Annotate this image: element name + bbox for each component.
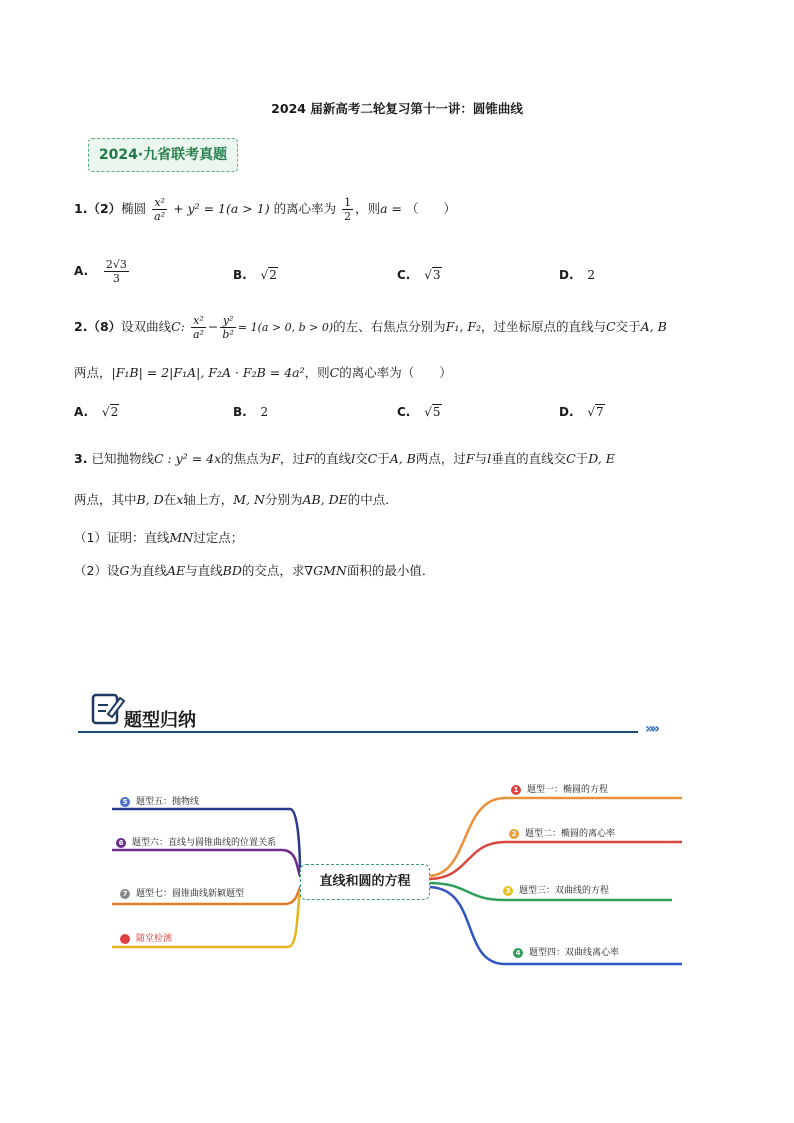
branch-line-2 xyxy=(428,842,682,879)
fraction xyxy=(104,258,129,285)
mindmap-node-1 xyxy=(511,782,608,795)
node-number: 5 xyxy=(120,797,130,807)
question-text: 椭圆 xyxy=(121,201,147,216)
section-icon xyxy=(90,690,126,728)
option-c xyxy=(397,405,442,419)
page-title: 2024 届新高考二轮复习第十一讲：圆锥曲线 xyxy=(271,101,523,116)
double-arrow-icon: »» xyxy=(645,721,658,737)
node-label: 题型六：直线与圆锥曲线的位置关系 xyxy=(132,838,277,848)
option-a xyxy=(74,405,119,419)
option-letter: C. xyxy=(397,405,411,419)
math-expression: F xyxy=(271,451,280,466)
question-text: 的交点，求 xyxy=(241,563,305,578)
node-label: 随堂检测 xyxy=(136,934,173,944)
mindmap-node-check xyxy=(120,931,172,944)
option-value: 2 xyxy=(587,268,595,282)
radicand: 2 xyxy=(269,268,277,282)
math-expression: + y² = 1(a > 1) xyxy=(173,201,270,216)
node-number: 3 xyxy=(503,886,513,896)
question-text: 与直线 xyxy=(185,563,223,578)
question-3-line-1 xyxy=(91,451,614,466)
question-number: 1. xyxy=(74,201,88,216)
math-variable: C xyxy=(606,319,616,334)
mindmap-node-2 xyxy=(509,826,615,839)
question-text: 垂直的直线交 xyxy=(491,451,567,466)
math-expression: |F₁B| = 2|F₁A|, F₂A · F₂B = 4a² xyxy=(111,365,305,380)
option-letter: A. xyxy=(74,405,89,419)
question-text: 在 xyxy=(163,492,177,507)
question-3-part-1 xyxy=(74,528,243,546)
question-text: 的左、右焦点分别为 xyxy=(333,319,446,334)
option-letter: C. xyxy=(397,268,411,282)
question-text: 两点，其中 xyxy=(74,492,137,507)
sqrt: √3 xyxy=(424,268,441,282)
question-2-line-2 xyxy=(74,363,452,381)
math-expression: G xyxy=(119,563,130,578)
fraction xyxy=(220,314,235,341)
node-label: 题型二：椭圆的离心率 xyxy=(525,829,616,839)
question-text: 两点，过 xyxy=(415,451,466,466)
sqrt: √2 xyxy=(101,405,119,419)
math-variable: C xyxy=(171,319,181,334)
node-number: 6 xyxy=(116,838,126,848)
option-d xyxy=(559,268,595,282)
math-expression: A, B xyxy=(640,319,667,334)
math-expression: F xyxy=(465,451,475,466)
question-text: 与 xyxy=(474,451,488,466)
math-expression: F xyxy=(304,451,314,466)
option-a xyxy=(74,258,131,285)
math-variable: C xyxy=(329,365,340,380)
sqrt: √7 xyxy=(587,405,604,419)
mindmap-node-5 xyxy=(120,794,199,807)
node-dot xyxy=(120,934,130,944)
option-letter: A. xyxy=(74,264,89,278)
question-1 xyxy=(74,196,456,223)
question-text: 交于 xyxy=(615,319,641,334)
option-letter: D. xyxy=(559,268,574,282)
math-expression: M, N xyxy=(233,492,265,507)
math-expression: C : y² = 4x xyxy=(153,451,222,466)
fraction-numerator: 1 xyxy=(344,196,352,209)
question-text: 为直线 xyxy=(129,563,167,578)
fraction-denominator: 3 xyxy=(112,272,120,285)
question-text: 过定点； xyxy=(193,530,244,545)
math-expression: F₁, F₂ xyxy=(445,319,482,334)
node-number: 1 xyxy=(511,785,521,795)
math-expression: C xyxy=(566,451,576,466)
math-expression: MN xyxy=(169,530,194,545)
mindmap-center: 直线和圆的方程 xyxy=(300,864,430,900)
option-d xyxy=(559,405,605,419)
question-text: 的离心率为 xyxy=(273,201,337,216)
question-tag: （2） xyxy=(87,201,122,216)
question-tag: （8） xyxy=(87,319,122,334)
math-expression: D, E xyxy=(588,451,615,466)
question-text: 设双曲线 xyxy=(121,319,172,334)
sqrt: √5 xyxy=(424,405,441,419)
option-letter: B. xyxy=(233,405,247,419)
node-label: 题型三：双曲线的方程 xyxy=(519,886,610,896)
math-expression: AB, DE xyxy=(302,492,348,507)
question-text: 的离心率为（ ） xyxy=(339,365,452,380)
section-badge: 2024·九省联考真题 xyxy=(88,138,238,172)
radicand: 7 xyxy=(596,405,604,419)
question-3 xyxy=(74,449,615,467)
sqrt: √2 xyxy=(260,268,277,282)
question-number: 2. xyxy=(74,319,88,334)
node-label: 题型七：圆锥曲线新颖题型 xyxy=(136,889,245,899)
node-number: 7 xyxy=(120,889,130,899)
option-letter: B. xyxy=(233,268,247,282)
option-b xyxy=(233,268,278,282)
question-text: ，过 xyxy=(279,451,305,466)
mindmap-node-4 xyxy=(513,945,619,958)
math-expression: x xyxy=(176,492,184,507)
radicand: 2 xyxy=(110,405,119,419)
mindmap-node-7 xyxy=(120,886,244,899)
fraction xyxy=(342,196,353,223)
math-expression: BD xyxy=(222,563,242,578)
node-number: 4 xyxy=(513,948,523,958)
option-letter: D. xyxy=(559,405,574,419)
question-number: 3. xyxy=(74,451,88,466)
fraction-numerator: y² xyxy=(220,314,235,328)
math-expression: = 1(a > 0, b > 0) xyxy=(237,321,334,334)
math-expression: AE xyxy=(166,563,186,578)
question-text: 的焦点为 xyxy=(221,451,272,466)
math-expression: A, B xyxy=(389,451,416,466)
option-c xyxy=(397,268,442,282)
branch-line-6 xyxy=(112,850,302,878)
fraction-numerator: x² xyxy=(191,314,206,328)
node-number: 2 xyxy=(509,829,519,839)
question-3-part-2 xyxy=(74,561,434,579)
math-expression: l xyxy=(351,451,356,466)
question-text: ，过坐标原点的直线与 xyxy=(481,319,607,334)
question-text: 于 xyxy=(377,451,390,466)
fraction-denominator: a² xyxy=(154,210,166,223)
math-expression: ∇GMN xyxy=(304,563,347,578)
section-divider xyxy=(78,731,638,733)
mindmap-node-3 xyxy=(503,883,609,896)
fraction-numerator: x² xyxy=(152,196,167,210)
edit-note-icon xyxy=(90,690,126,728)
math-expression: C xyxy=(367,451,378,466)
question-text: （1）证明：直线 xyxy=(74,530,170,545)
radicand: 3 xyxy=(432,268,441,282)
question-text: 的中点． xyxy=(347,492,398,507)
radicand: 5 xyxy=(432,405,441,419)
question-text: （2）设 xyxy=(74,563,120,578)
question-3-line-2 xyxy=(74,490,398,508)
question-2: 2.（8）设双曲线C: $\frac{\text{x²}}{\text{a²}}$ − $\frac{\text{y²}}{\text{b²}}$ = 1(a > 0, b > 0)的左、右焦点分别为F₁, F₂，过坐标原点的直线与C交于A, B xyxy=(74,314,667,341)
math-expression: l xyxy=(487,451,492,466)
node-label: 题型一：椭圆的方程 xyxy=(527,785,609,795)
option-value: 2 xyxy=(260,405,269,419)
fraction-numerator: 2√3 xyxy=(105,258,127,271)
math-expression: B, D xyxy=(136,492,164,507)
question-text: 面积的最小值． xyxy=(346,563,435,578)
mindmap-node-6 xyxy=(116,835,276,848)
question-text: ，则 xyxy=(304,365,330,380)
fraction-denominator: 2 xyxy=(344,210,352,223)
question-text: 的直线 xyxy=(313,451,352,466)
node-label: 题型四：双曲线离心率 xyxy=(529,948,620,958)
question-text: 轴上方， xyxy=(183,492,234,507)
fraction-denominator: a² xyxy=(192,328,204,341)
question-text: = （ ） xyxy=(387,201,456,216)
fraction-denominator: b² xyxy=(222,328,234,341)
fraction xyxy=(191,314,206,341)
question-text: 已知抛物线 xyxy=(91,451,154,466)
mindmap-connectors xyxy=(0,780,794,1080)
question-text: 于 xyxy=(575,451,589,466)
section-title: 题型归纳 xyxy=(124,710,196,731)
node-label: 题型五：抛物线 xyxy=(136,797,200,807)
question-text: 两点， xyxy=(74,365,112,380)
fraction xyxy=(152,196,167,223)
option-b xyxy=(233,405,268,419)
math-variable: a xyxy=(380,201,388,216)
question-text: ，则 xyxy=(355,201,381,216)
question-text: 分别为 xyxy=(264,492,303,507)
question-text: 交 xyxy=(355,451,368,466)
